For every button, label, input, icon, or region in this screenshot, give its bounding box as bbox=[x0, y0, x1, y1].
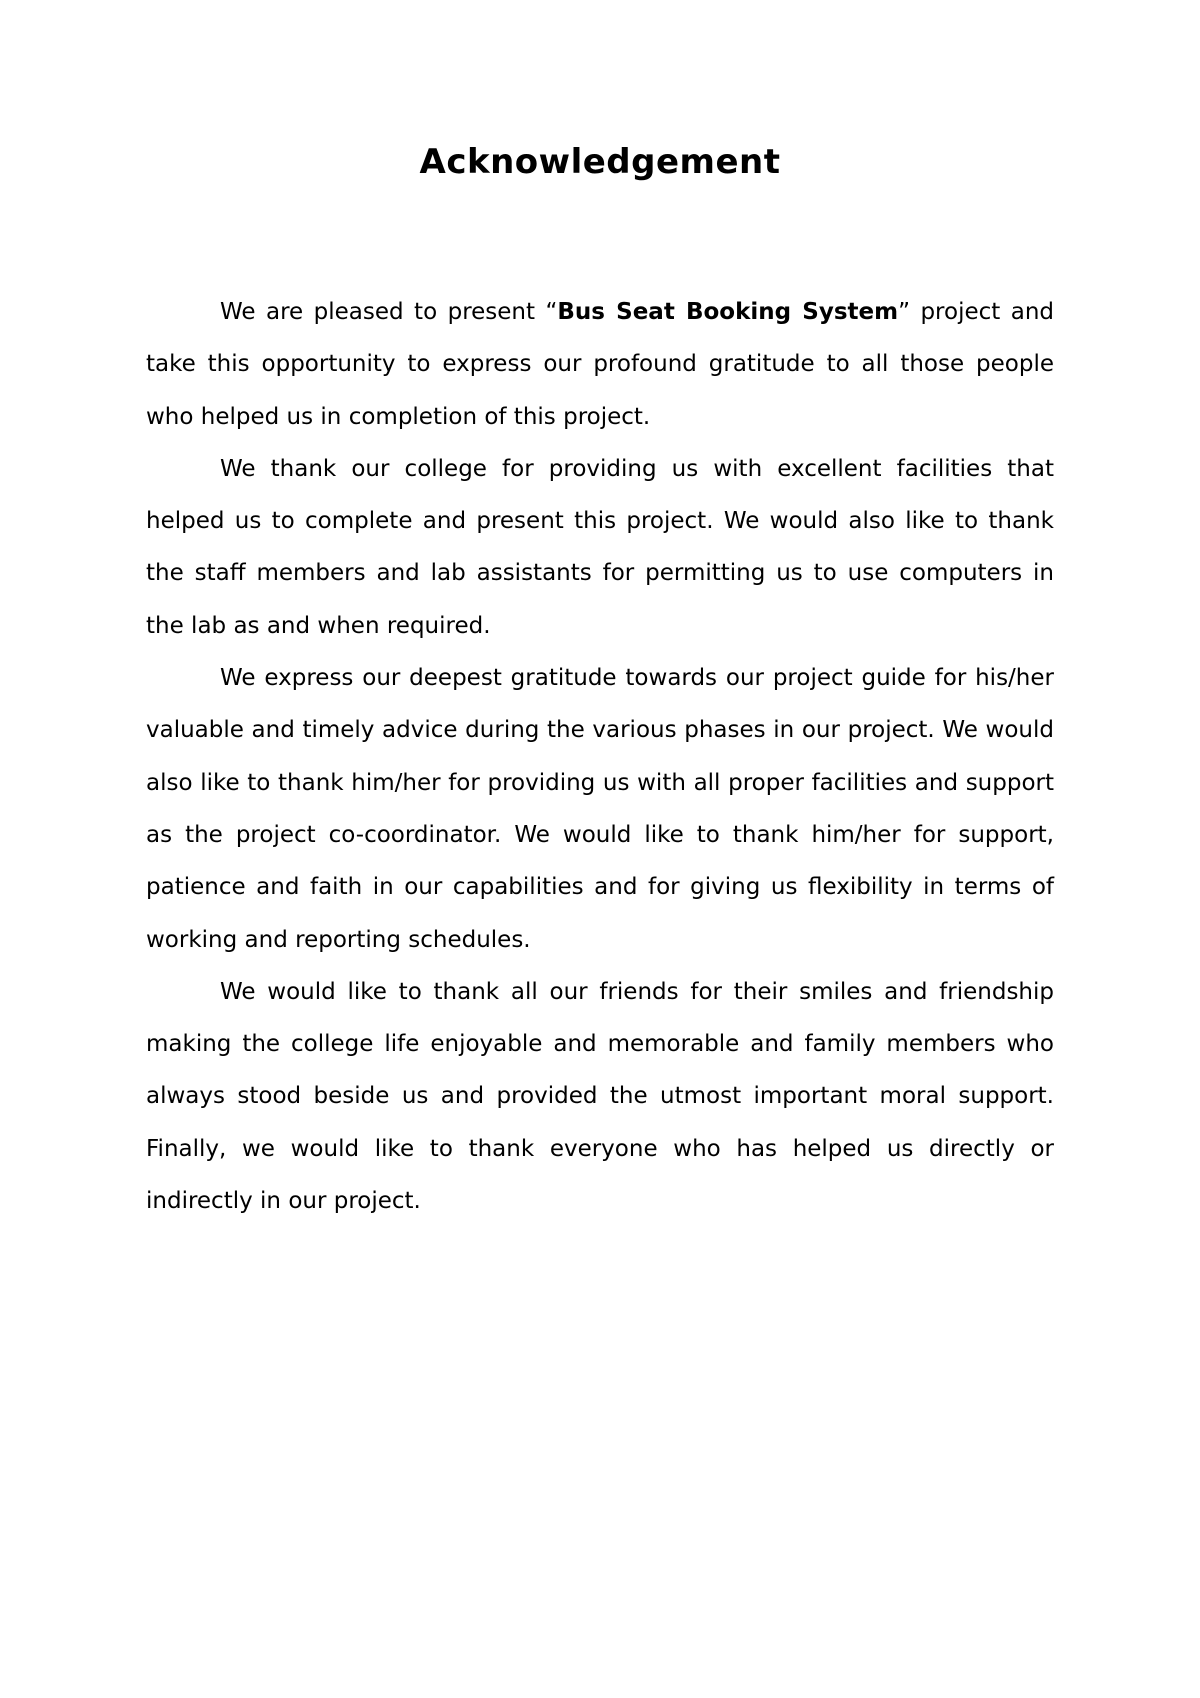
paragraph-intro bbox=[146, 286, 1054, 443]
paragraph-intro-after: ” project and take this opportunity to express our profound gratitude to all those people who helped us in completion of this project. bbox=[146, 299, 1054, 430]
page-title: Acknowledgement bbox=[419, 142, 781, 182]
paragraph-college: We thank our college for providing us with excellent facilities that helped us to complete and present this project. We would also like to thank the staff members and lab assistants for permitting us to use computers in the lab as and when required. bbox=[146, 455, 1054, 639]
paragraph-intro-before: We are pleased to present “ bbox=[220, 299, 558, 325]
document-body bbox=[146, 286, 1054, 1227]
paragraph-friends: We would like to thank all our friends for their smiles and friendship making the college life enjoyable and memorable and family members who always stood beside us and provided the utmost important moral support. Finally, we would like to thank everyone who has helped us directly or indirectly in our project. bbox=[146, 978, 1054, 1215]
project-name: Bus Seat Booking System bbox=[557, 299, 899, 325]
paragraph-guide: We express our deepest gratitude towards our project guide for his/her valuable and timely advice during the various phases in our project. We would also like to thank him/her for providing us with all proper facilities and support as the project co-coordinator. We would like to thank him/her for support, patience and faith in our capabilities and for giving us flexibility in terms of working and reporting schedules. bbox=[146, 665, 1054, 953]
